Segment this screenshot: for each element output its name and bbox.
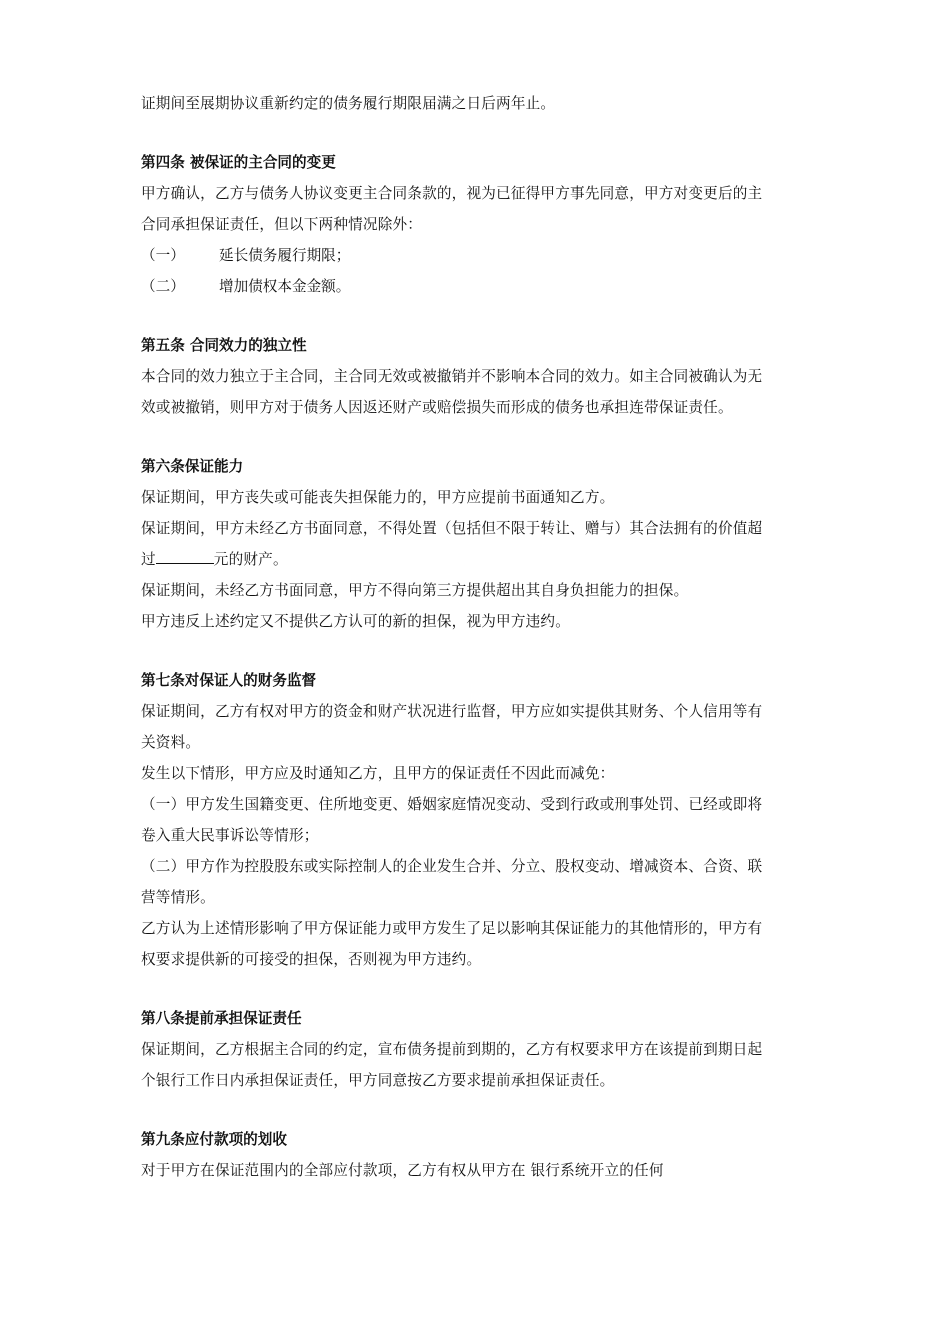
fill-in-blank	[156, 547, 214, 564]
article-8-paragraph: 保证期间，乙方根据主合同的约定，宣布债务提前到期的，乙方有权要求甲方在该提前到期日起	[141, 1041, 763, 1058]
article-9-title: 第九条应付款项的划收	[141, 1131, 287, 1148]
article-7-title: 第七条对保证人的财务监督	[141, 672, 317, 689]
article-7-paragraph: 卷入重大民事诉讼等情形；	[141, 827, 319, 844]
article-9	[141, 1124, 817, 1186]
spacer	[141, 423, 817, 451]
article-5-paragraph: 本合同的效力独立于主合同，主合同无效或被撤销并不影响本合同的效力。如主合同被确认为无	[141, 368, 763, 385]
article-7-paragraph: 营等情形。	[141, 889, 215, 906]
article-7-paragraph: 权要求提供新的可接受的担保，否则视为甲方违约。	[141, 951, 482, 968]
article-4-item-1	[141, 240, 817, 271]
article-6-paragraph: 保证期间，未经乙方书面同意，甲方不得向第三方提供超出其自身负担能力的担保。	[141, 582, 689, 599]
paragraph-text: 过	[141, 551, 156, 568]
article-7-paragraph: 发生以下情形，甲方应及时通知乙方，且甲方的保证责任不因此而减免：	[141, 765, 615, 782]
article-7-paragraph: 乙方认为上述情形影响了甲方保证能力或甲方发生了足以影响其保证能力的其他情形的，甲方有	[141, 920, 763, 937]
article-6	[141, 451, 817, 637]
item-text: 延长债务履行期限；	[219, 247, 351, 264]
item-number: （二）	[141, 278, 185, 295]
spacer	[141, 637, 817, 665]
article-4-title: 第四条 被保证的主合同的变更	[141, 154, 336, 171]
article-8-title: 第八条提前承担保证责任	[141, 1010, 302, 1027]
article-6-paragraph: 保证期间，甲方丧失或可能丧失担保能力的，甲方应提前书面通知乙方。	[141, 489, 615, 506]
article-6-title: 第六条保证能力	[141, 458, 244, 475]
article-5-title: 第五条 合同效力的独立性	[141, 337, 307, 354]
item-number: （一）	[141, 247, 185, 264]
article-9-paragraph: 对于甲方在保证范围内的全部应付款项，乙方有权从甲方在 银行系统开立的任何	[141, 1162, 664, 1179]
paragraph-text: 元的财产。	[213, 551, 288, 568]
article-7-paragraph: （二）甲方作为控股股东或实际控制人的企业发生合并、分立、股权变动、增减资本、合资、联	[141, 858, 763, 875]
article-7-paragraph: 保证期间，乙方有权对甲方的资金和财产状况进行监督，甲方应如实提供其财务、个人信用等有	[141, 703, 763, 720]
article-7	[141, 665, 817, 975]
spacer	[141, 119, 817, 147]
intro-text: 证期间至展期协议重新约定的债务履行期限届满之日后两年止。	[141, 95, 556, 112]
article-4-paragraph: 合同承担保证责任，但以下两种情况除外：	[141, 216, 423, 233]
article-8-paragraph: 个银行工作日内承担保证责任，甲方同意按乙方要求提前承担保证责任。	[141, 1072, 615, 1089]
article-5-paragraph: 效或被撤销，则甲方对于债务人因返还财产或赔偿损失而形成的债务也承担连带保证责任。	[141, 399, 733, 416]
article-6-paragraph: 甲方违反上述约定又不提供乙方认可的新的担保，视为甲方违约。	[141, 613, 571, 630]
document-body	[141, 88, 817, 1186]
spacer	[141, 302, 817, 330]
spacer	[141, 975, 817, 1003]
article-6-paragraph	[141, 544, 817, 575]
spacer	[141, 1096, 817, 1124]
article-7-paragraph: 关资料。	[141, 734, 201, 751]
article-4-item-2	[141, 271, 817, 302]
article-8	[141, 1003, 817, 1096]
article-4	[141, 147, 817, 302]
article-4-paragraph: 甲方确认，乙方与债务人协议变更主合同条款的，视为已征得甲方事先同意，甲方对变更后的主	[141, 185, 763, 202]
item-text: 增加债权本金金额。	[219, 278, 351, 295]
article-7-paragraph: （一）甲方发生国籍变更、住所地变更、婚姻家庭情况变动、受到行政或刑事处罚、已经或即将	[141, 796, 763, 813]
article-5	[141, 330, 817, 423]
article-6-paragraph: 保证期间，甲方未经乙方书面同意，不得处置（包括但不限于转让、赠与）其合法拥有的价值超	[141, 520, 763, 537]
